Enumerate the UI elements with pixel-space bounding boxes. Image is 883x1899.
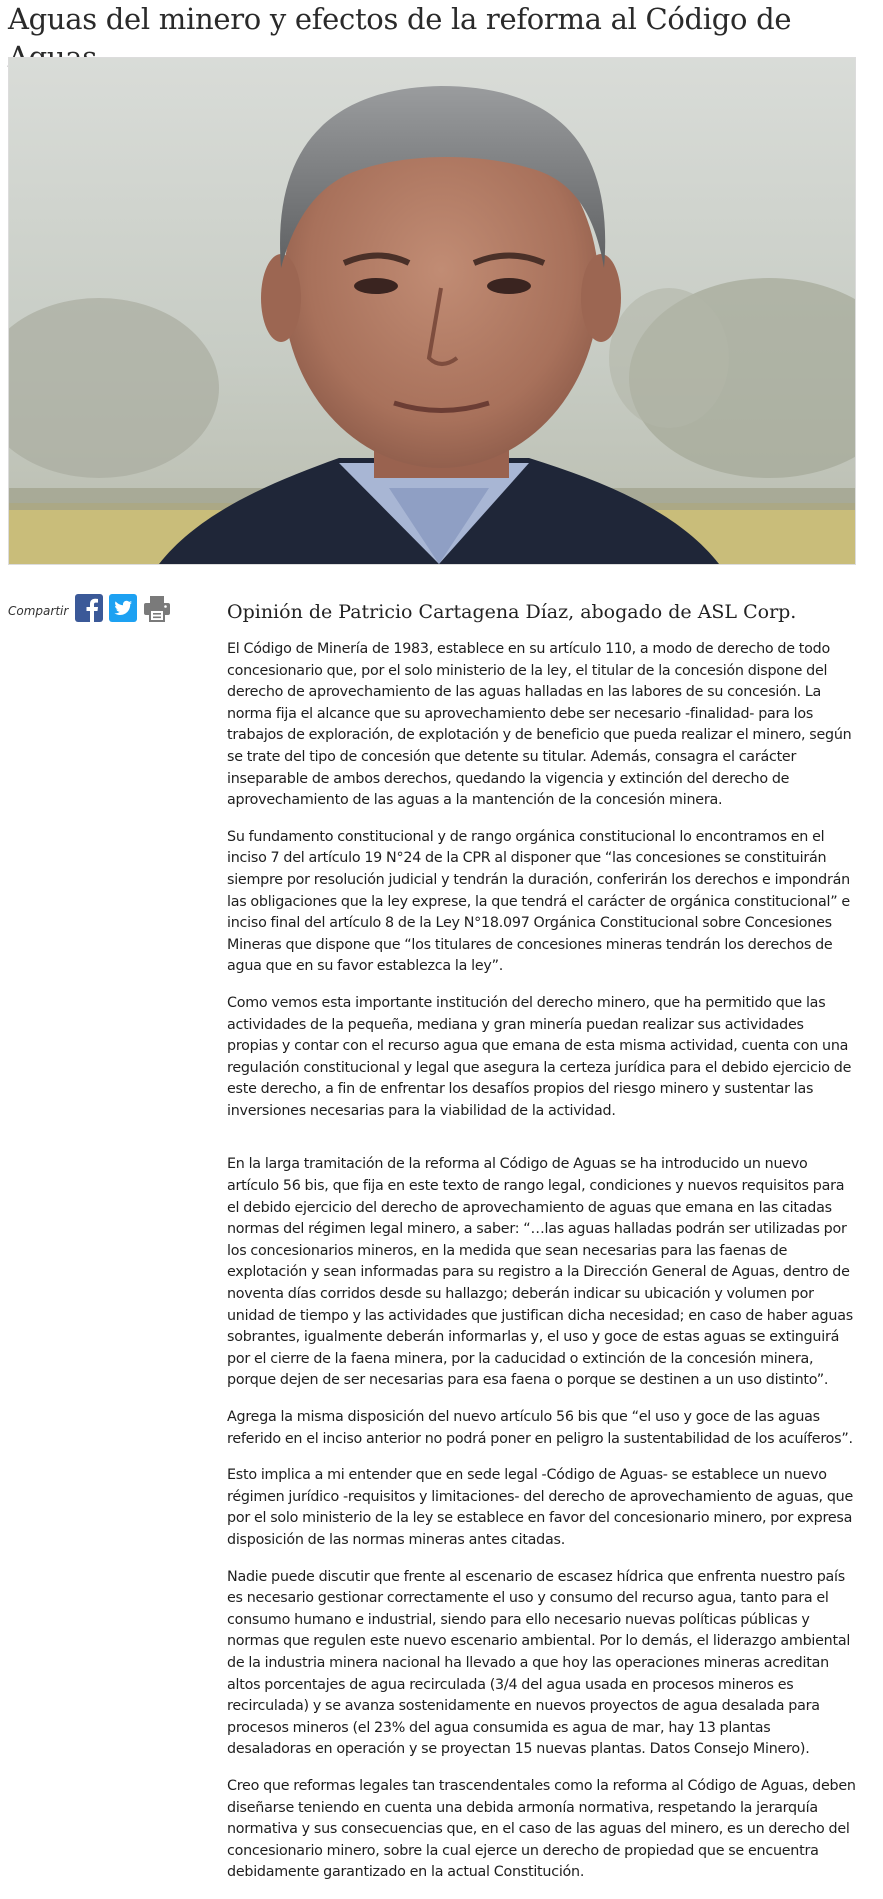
author-photo [8,57,856,565]
facebook-icon[interactable] [75,594,103,622]
share-bar [8,592,177,624]
paragraph: En la larga tramitación de la reforma al Código de Aguas se ha introducido un nuevo artículo 56 bis, que fija en este texto de rango legal, condiciones y nuevos requisitos para el debido ejercicio del derecho de aprovechamiento de aguas que emana en las citadas normas del régimen legal minero, a saber: “…las aguas halladas podrán ser utilizadas por los concesionarios mineros, en la medida que sean necesarias para las faenas de explotación y sean informadas para su registro a la Dirección General de Aguas, dentro de noventa días corridos desde su hallazgo; deberán indicar su ubicación y volumen por unidad de tiempo y las actividades que justifican dicha necesidad; en caso de haber aguas sobrantes, igualmente deberán informarlas y, el uso y goce de estas aguas se extinguirá por el cierre de la faena minera, por la caducidad o extinción de la concesión minera, porque dejen de ser necesarias para esa faena o porque se destinen a un uso distinto”. [227,1156,853,1389]
twitter-icon[interactable] [109,594,137,622]
share-label: Compartir [8,604,69,618]
print-icon[interactable] [143,594,171,622]
paragraph: Nadie puede discutir que frente al escenario de escasez hídrica que enfrenta nuestro país es necesario gestionar correctamente el uso y consumo del recurso agua, tanto para el consumo humano e industrial, siendo para ello necesario nuevas políticas públicas y normas que regulen este nuevo escenario ambiental. Por lo demás, el liderazgo ambiental de la industria minera nacional ha llevado a que hoy las operaciones mineras acreditan altos porcentajes de agua recirculada (3/4 del agua usada en procesos mineros es recirculada) y se avanza sostenidamente en nuevos proyectos de agua desalada para procesos mineros (el 23% del agua consumida es agua de mar, hay 13 plantas desaladoras en operación y se proyectan 15 nuevas plantas. Datos Consejo Minero). [227,1568,851,1758]
article-byline: Opinión de Patricio Cartagena Díaz, abogado de ASL Corp. [227,601,797,623]
paragraph: Esto implica a mi entender que en sede legal -Código de Aguas- se establece un nuevo régimen jurídico -requisitos y limitaciones- del derecho de aprovechamiento de aguas, que por el solo ministerio de la ley se establece en favor del concesionario minero, por expresa disposición de las normas mineras antes citadas. [227,1467,853,1548]
paragraph: Creo que reformas legales tan trascendentales como la reforma al Código de Aguas, deben diseñarse teniendo en cuenta una debida armonía normativa, respetando la jerarquía normativa y sus consecuencias que, en el caso de las aguas del minero, es un derecho del concesionario minero, sobre la cual ejerce un derecho de propiedad que se encuentra debidamente garantizado en la actual Constitución. [227,1777,856,1881]
paragraph: Como vemos esta importante institución del derecho minero, que ha permitido que las actividades de la pequeña, mediana y gran minería puedan realizar sus actividades propias y contar con el recurso agua que emana de esta misma actividad, cuenta con una regulación constitucional y legal que asegura la certeza jurídica para el debido ejercicio de este derecho, a fin de enfrentar los desafíos propios del riesgo minero y sustentar las inversiones necesarias para la viabilidad de la actividad. [227,994,852,1119]
paragraph: Su fundamento constitucional y de rango orgánica constitucional lo encontramos en el inciso 7 del artículo 19 N°24 de la CPR al disponer que “las concesiones se constituirán siempre por resolución judicial y tendrán la duración, conferirán los derechos e impondrán las obligaciones que la ley exprese, la que tendrá el carácter de orgánica constitucional” e inciso final del artículo 8 de la Ley N°18.097 Orgánica Constitucional sobre Concesiones Mineras que dispone que “los titulares de concesiones mineras tendrán los derechos de agua que en su favor establezca la ley”. [227,828,850,975]
author-portrait [9,58,855,564]
article-body [227,595,857,1899]
paragraph: El Código de Minería de 1983, establece en su artículo 110, a modo de derecho de todo concesionario que, por el solo ministerio de la ley, el titular de la concesión dispone del derecho de aprovechamiento de las aguas halladas en las labores de su concesión. La norma fija el alcance que su aprovechamiento debe ser necesario -finalidad- para los trabajos de exploración, de explotación y de beneficio que pueda realizar el minero, según se trate del tipo de concesión que detente su titular. Además, consagra el carácter inseparable de ambos derechos, quedando la vigencia y extinción del derecho de aprovechamiento de las aguas a la mantención de la concesión minera. [227,641,852,809]
article-title: Aguas del minero y efectos de la reforma al Código de [8,2,792,36]
paragraph: Agrega la misma disposición del nuevo artículo 56 bis que “el uso y goce de las aguas referido en el inciso anterior no podrá poner en peligro la sustentabilidad de los acuíferos”. [227,1409,853,1447]
